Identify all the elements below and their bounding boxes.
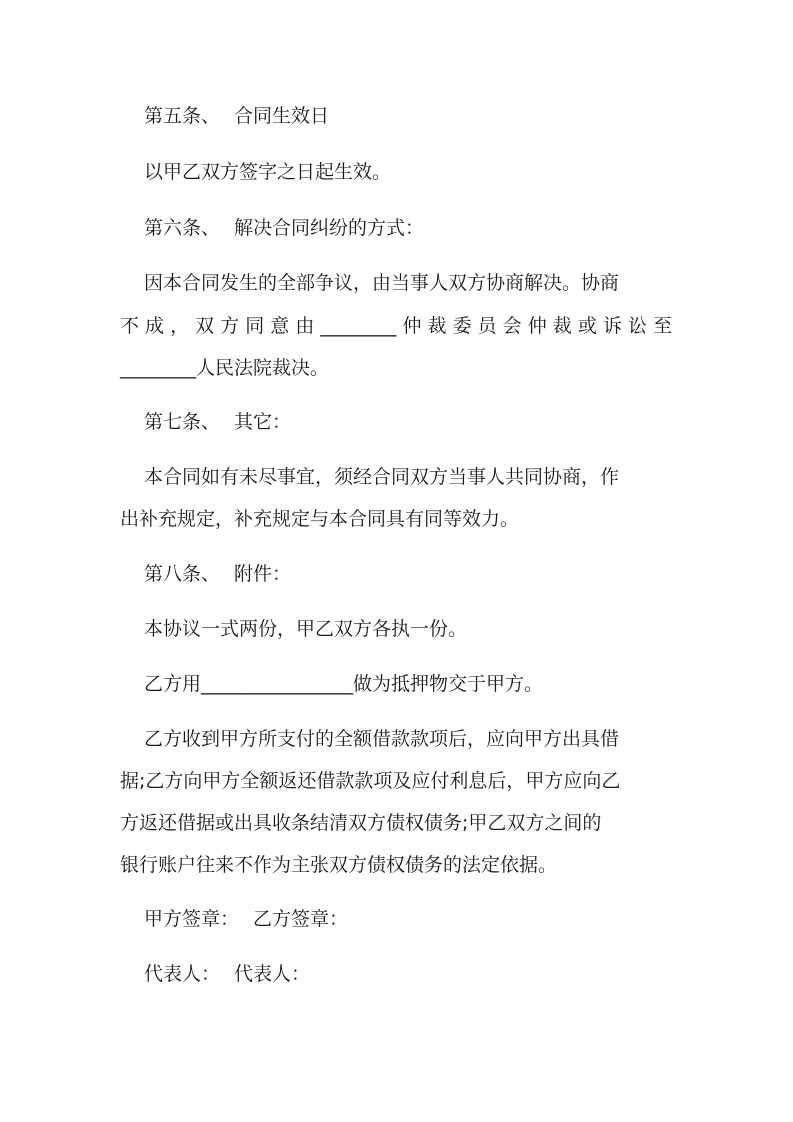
party-a-representative-label: 代表人：: [144, 963, 221, 985]
article-8-receipt-line-2: 据;乙方向甲方全额返还借款款项及应付利息后，甲方应向乙: [120, 770, 621, 792]
article-5-heading: [144, 103, 696, 129]
article-7-heading: [144, 409, 696, 435]
article-8-receipt-line-4: 银行账户往来不作为主张双方债权债务的法定依据。: [120, 854, 558, 876]
article-7-number: 第七条、: [144, 411, 221, 433]
article-6-line-3: ________人民法院裁决。: [120, 357, 330, 379]
article-7-line-2: 出补充规定，补充规定与本合同具有同等效力。: [120, 508, 520, 530]
representative-row: [144, 961, 696, 987]
article-8-collateral: 乙方用________________做为抵押物交于甲方。: [144, 673, 544, 695]
signature-row: [144, 906, 696, 932]
article-7-title: 其它：: [234, 411, 292, 433]
article-8-heading: [144, 561, 696, 587]
article-6-heading: [144, 215, 696, 241]
article-8-number: 第八条、: [144, 563, 221, 585]
party-a-signature-label: 甲方签章：: [144, 908, 240, 930]
article-5-title: 合同生效日: [234, 105, 330, 127]
article-7-line-1: 本合同如有未尽事宜，须经合同双方当事人共同协商，作: [144, 466, 620, 488]
article-8-receipt-line-1: 乙方收到甲方所支付的全额借款款项后，应向甲方出具借: [144, 728, 620, 750]
article-6-line-1: 因本合同发生的全部争议，由当事人双方协商解决。协商: [144, 272, 620, 294]
article-5-number: 第五条、: [144, 105, 221, 127]
article-6-title: 解决合同纠纷的方式：: [234, 217, 425, 239]
article-6-line-2: 不成，双方同意由________仲裁委员会仲裁或诉讼至: [120, 315, 672, 337]
party-b-representative-label: 代表人：: [234, 963, 311, 985]
article-8-receipt-line-3: 方返还借据或出具收条结清双方债权债务;甲乙双方之间的: [120, 812, 602, 834]
article-5-body: 以甲乙双方签字之日起生效。: [144, 161, 392, 183]
article-8-title: 附件：: [234, 563, 292, 585]
article-6-number: 第六条、: [144, 217, 221, 239]
party-b-signature-label: 乙方签章：: [253, 908, 349, 930]
article-8-copies: 本协议一式两份，甲乙双方各执一份。: [144, 618, 468, 640]
